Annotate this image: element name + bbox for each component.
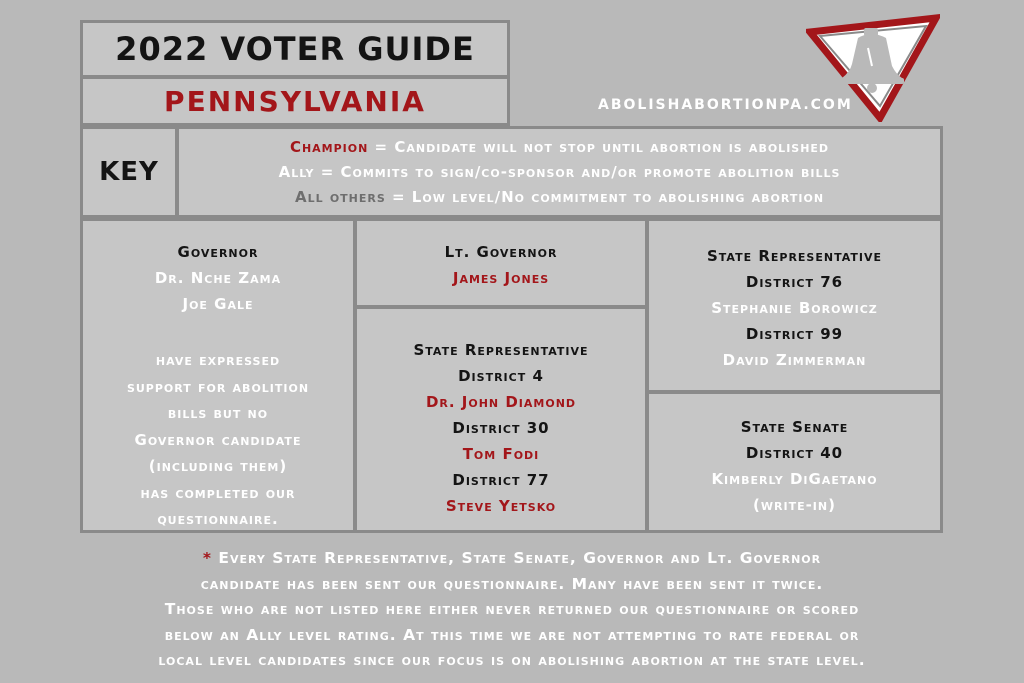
governor-note-line: bills but no <box>167 404 269 422</box>
title-box <box>80 20 510 78</box>
governor-note-line: have expressed <box>155 351 281 369</box>
footnote <box>0 546 1024 674</box>
footnote-line: local level candidates since our focus is on abolishing abortion at the state level. <box>158 651 866 669</box>
footnote-line: Those who are not listed here either never returned our questionnaire or scored <box>164 600 860 618</box>
governor-note-line: (including them) <box>148 457 288 475</box>
others-term: All others <box>294 187 386 206</box>
governor-note <box>127 347 309 533</box>
district-label: District 76 <box>745 273 844 291</box>
state-name: PENNSYLVANIA <box>164 84 426 118</box>
state-rep-heading: State Representative <box>413 341 589 359</box>
lt-governor-card <box>354 218 648 308</box>
key-label: KEY <box>99 157 159 187</box>
state-senate-heading: State Senate <box>740 418 849 436</box>
governor-note-line: questionnaire. <box>157 510 279 528</box>
ally-definition: = Commits to sign/co-sponsor and/or promote abolition bills <box>314 162 841 181</box>
guide-title: 2022 VOTER GUIDE <box>115 30 475 68</box>
key-others-line <box>295 185 824 210</box>
district-label: District 30 <box>452 419 550 437</box>
rep-candidate: Stephanie Borowicz <box>711 299 878 317</box>
key-label-box <box>80 126 178 218</box>
rep-candidate: David Zimmerman <box>722 351 867 369</box>
ally-term: Ally <box>278 162 315 181</box>
state-box <box>80 76 510 126</box>
governor-card <box>80 218 356 533</box>
district-label: District 4 <box>458 367 544 385</box>
governor-note-line: Governor candidate <box>134 430 302 449</box>
footnote-asterisk: * <box>202 549 212 567</box>
district-label: District 40 <box>745 444 844 462</box>
governor-heading: Governor <box>177 243 259 261</box>
write-in-note: (write-in) <box>753 496 836 514</box>
others-definition: = Low level/No commitment to abolishing abortion <box>385 187 825 206</box>
lt-governor-candidate: James Jones <box>452 269 550 287</box>
governor-candidate: Dr. Nche Zama <box>154 269 282 287</box>
senate-candidate: Kimberly DiGaetano <box>711 470 878 488</box>
state-rep-card-middle <box>354 306 648 533</box>
state-senate-card <box>646 391 943 533</box>
district-label: District 77 <box>452 471 550 489</box>
champion-definition: = Candidate will not stop until abortion is abolished <box>368 137 830 156</box>
state-rep-heading: State Representative <box>706 247 883 265</box>
governor-note-line: has completed our <box>140 483 296 502</box>
champion-term: Champion <box>289 137 369 156</box>
footnote-text: Every State Representative, State Senate, Governor and Lt. Governor <box>211 549 822 567</box>
governor-note-line: support for abolition <box>126 377 310 396</box>
key-ally-line <box>279 160 841 185</box>
rep-candidate: Dr. John Diamond <box>425 393 577 411</box>
footnote-line: candidate has been sent our questionnaire. Many have been sent it twice. <box>200 574 824 593</box>
footnote-line <box>0 546 1024 572</box>
governor-candidate: Joe Gale <box>182 295 254 313</box>
website-link[interactable]: ABOLISHABORTIONPA.COM <box>598 97 853 113</box>
district-label: District 99 <box>745 325 844 343</box>
liberty-bell-logo-icon <box>806 14 940 122</box>
lt-governor-heading: Lt. Governor <box>444 243 558 261</box>
footnote-line: below an Ally level rating. At this time we are not attempting to rate federal or <box>164 625 860 644</box>
key-legend <box>176 126 943 218</box>
rep-candidate: Tom Fodi <box>462 445 540 463</box>
state-rep-card-right <box>646 218 943 393</box>
rep-candidate: Steve Yetsko <box>445 497 557 515</box>
key-champion-line <box>290 135 829 160</box>
